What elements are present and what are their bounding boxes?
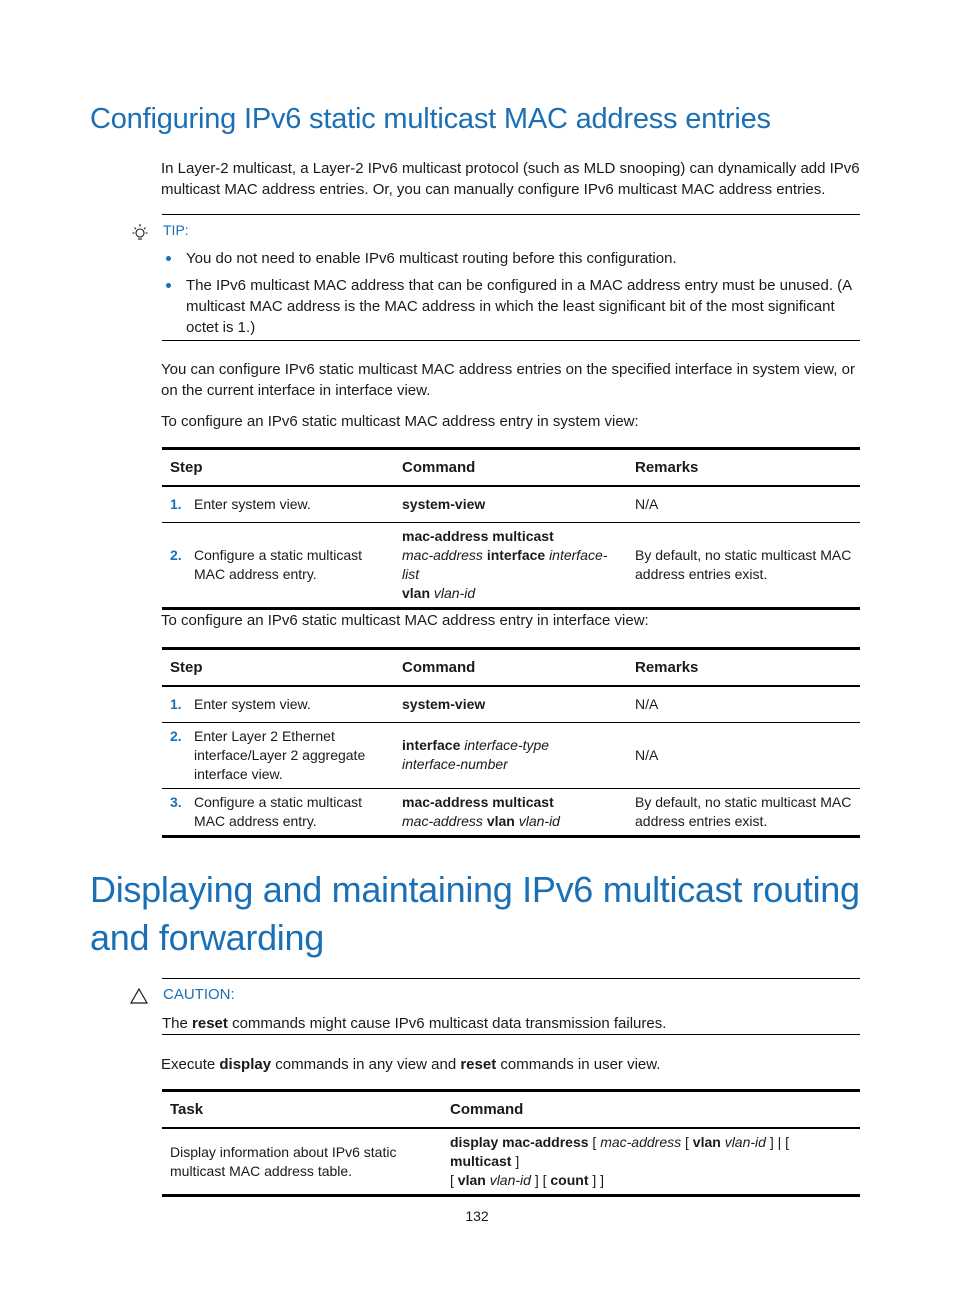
page-number: 132 (465, 1208, 489, 1224)
cmd-keyword: mac-address multicast (402, 527, 554, 544)
paragraph-execute: Execute display commands in any view and reset commands in user view. (161, 1056, 661, 1073)
table-row (162, 486, 860, 522)
cmd-argument: vlan-id (433, 584, 476, 601)
paragraph-views: You can configure IPv6 static multicast MAC address entries on the specified interface in system view, or on the current interface in interface view. (161, 361, 855, 399)
cmd-argument: vlan-id (489, 1172, 531, 1188)
cmd-keyword: vlan (692, 1134, 721, 1150)
cmd-keyword: interface (402, 737, 461, 753)
table-row (162, 722, 860, 788)
tip-label: TIP: (163, 222, 189, 238)
command-cell (394, 722, 627, 788)
step-text: Enter Layer 2 Ethernet interface/Layer 2 aggregate interface view. (194, 727, 366, 782)
step-cell (162, 522, 394, 608)
step-number: 1. (170, 695, 182, 712)
cmd-argument: vlan-id (518, 812, 560, 829)
cmd-keyword: vlan (457, 1172, 486, 1188)
cmd-keyword: display mac-address (450, 1134, 589, 1150)
warning-triangle-icon (129, 987, 149, 1005)
table-header-row (162, 649, 860, 687)
cmd-argument: mac-address (402, 812, 483, 829)
cmd-argument: mac-address (600, 1134, 682, 1150)
display-commands-table (162, 1089, 860, 1197)
header-remarks: Remarks (627, 649, 860, 687)
header-step: Step (162, 449, 394, 487)
remarks-cell: N/A (627, 686, 860, 722)
task-cell: Display information about IPv6 static multicast MAC address table. (162, 1128, 442, 1196)
table-header-row (162, 1091, 860, 1129)
step-cell (162, 788, 394, 836)
table-row (162, 686, 860, 722)
step-number: 2. (170, 546, 182, 563)
caution-top-rule (162, 978, 860, 979)
command-cell (394, 686, 627, 722)
cmd-keyword: vlan (402, 584, 431, 601)
caution-text: The reset commands might cause IPv6 multicast data transmission failures. (162, 1015, 667, 1032)
section-title-displaying: Displaying and maintaining IPv6 multicast routing and forwarding (90, 869, 860, 958)
step-cell (162, 722, 394, 788)
table-row (162, 522, 860, 608)
command-cell (394, 788, 627, 836)
cmd-keyword: mac-address multicast (402, 793, 554, 810)
section-title-configuring: Configuring IPv6 static multicast MAC address entries (90, 103, 771, 135)
command-cell: display mac-address [ mac-address [ vlan vlan-id ] | [ multicast ] [ vlan vlan-id ] [ count ] ] (442, 1128, 860, 1196)
header-command: Command (394, 649, 627, 687)
step-text: Enter system view. (194, 695, 311, 712)
caution-label: CAUTION: (163, 986, 235, 1003)
bullet-icon (166, 283, 171, 288)
step-cell (162, 686, 394, 722)
cmd-keyword: display (219, 1056, 272, 1073)
cmd-keyword: count (550, 1172, 589, 1188)
tip-top-rule (162, 214, 860, 215)
tip-bottom-rule (162, 340, 860, 341)
header-command: Command (394, 449, 627, 487)
remarks-cell: By default, no static multicast MAC address entries exist. (627, 522, 860, 608)
paragraph-system-view: To configure an IPv6 static multicast MAC address entry in system view: (161, 413, 639, 430)
step-text: Configure a static multicast MAC address entry. (194, 546, 363, 582)
cmd-argument: mac-address (402, 546, 483, 563)
cmd-keyword: vlan (486, 812, 515, 829)
paragraph-interface-view: To configure an IPv6 static multicast MAC address entry in interface view: (161, 612, 649, 629)
cmd-argument: interface-list (402, 546, 608, 582)
step-number: 3. (170, 793, 182, 810)
tip-item: The IPv6 multicast MAC address that can be configured in a MAC address entry must be unused. (A multicast MAC address is the MAC address in which the least significant bit of the most significant octet is 1.) (162, 275, 862, 338)
header-task: Task (162, 1091, 442, 1129)
cmd-keyword: system-view (402, 495, 486, 512)
command-cell (394, 522, 627, 608)
table-row (162, 1128, 860, 1196)
table-header-row (162, 449, 860, 487)
cmd-argument: interface-number (402, 756, 508, 772)
header-command: Command (442, 1091, 860, 1129)
command-cell (394, 486, 627, 522)
step-cell (162, 486, 394, 522)
interface-view-config-table (162, 647, 860, 838)
lightbulb-icon (130, 222, 150, 244)
cmd-keyword: reset (192, 1015, 228, 1032)
cmd-keyword: reset (460, 1056, 497, 1073)
step-number: 1. (170, 495, 182, 512)
step-number: 2. (170, 727, 182, 744)
tip-item: You do not need to enable IPv6 multicast routing before this configuration. (162, 248, 862, 269)
cmd-keyword: system-view (402, 695, 486, 712)
system-view-config-table (162, 447, 860, 610)
caution-bottom-rule (162, 1034, 860, 1035)
step-text: Enter system view. (194, 495, 311, 512)
cmd-keyword: interface (486, 546, 546, 563)
intro-paragraph: In Layer-2 multicast, a Layer-2 IPv6 multicast protocol (such as MLD snooping) can dynamically add IPv6 multicast MAC address entries. Or, you can manually configure IPv6 multicast MAC address entries. (161, 160, 860, 198)
table-row (162, 788, 860, 836)
cmd-keyword: multicast (450, 1153, 512, 1169)
step-text: Configure a static multicast MAC address entry. (194, 793, 363, 829)
remarks-cell: By default, no static multicast MAC address entries exist. (627, 788, 860, 836)
cmd-argument: interface-type (464, 737, 550, 753)
header-remarks: Remarks (627, 449, 860, 487)
tip-list (162, 248, 862, 344)
remarks-cell: N/A (627, 722, 860, 788)
cmd-argument: vlan-id (724, 1134, 766, 1150)
remarks-cell: N/A (627, 486, 860, 522)
bullet-icon (166, 256, 171, 261)
header-step: Step (162, 649, 394, 687)
